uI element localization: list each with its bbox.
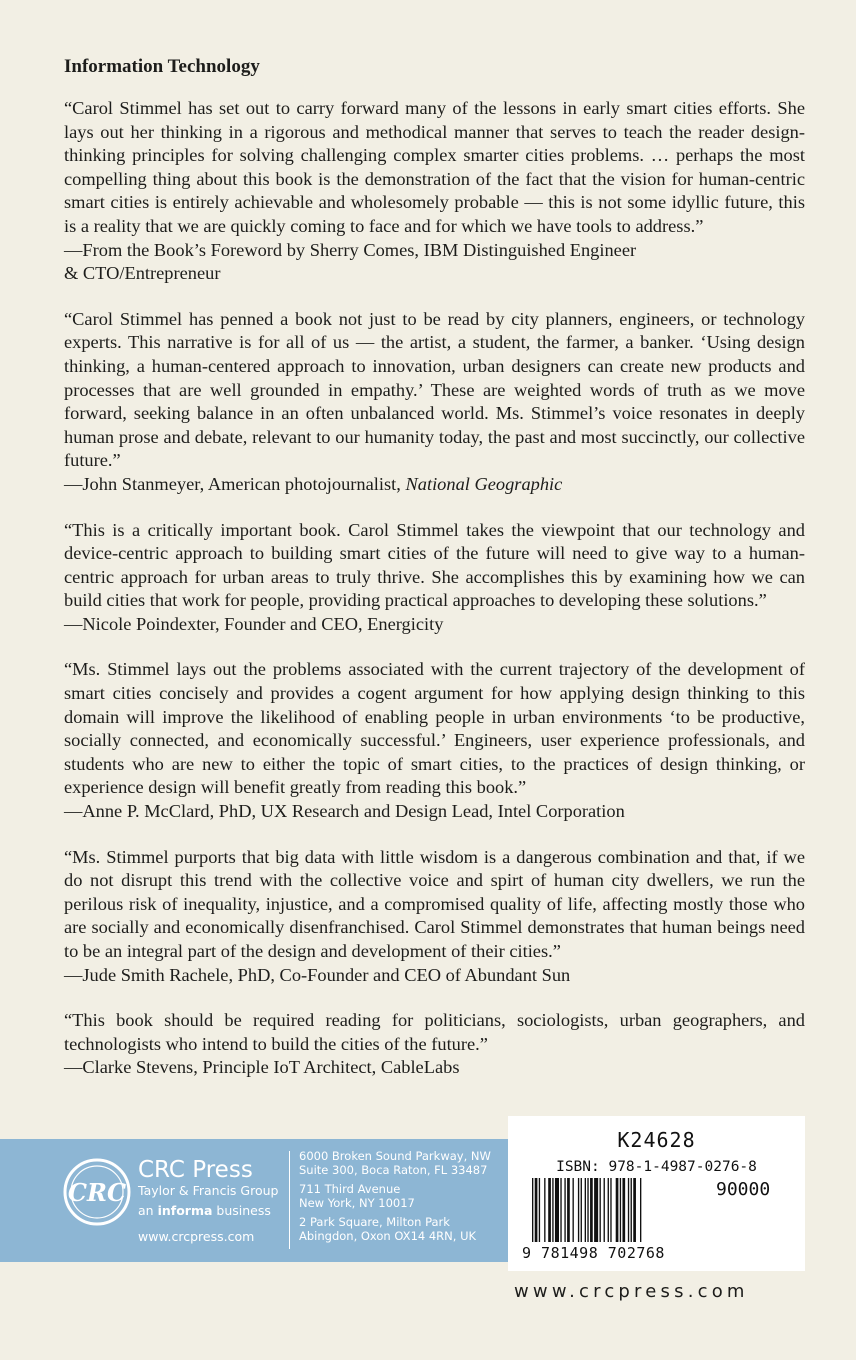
address-line: 2 Park Square, Milton Park <box>299 1215 450 1229</box>
tagline-prefix: an <box>138 1203 154 1218</box>
endorsement <box>64 308 805 497</box>
address-line: 711 Third Avenue <box>299 1182 401 1196</box>
publisher-brand <box>138 1157 278 1219</box>
endorsement-quote: “This is a critically important book. Carol Stimmel takes the viewpoint that our technology and device-centric approach to building smart cities of the future will need to give way to a human-centric approach for urban areas to truly thrive. She accomplishes this by examining how we can build cities that work for people, providing practical approaches to developing these solutions.” <box>64 519 805 611</box>
address-line: New York, NY 10017 <box>299 1195 415 1210</box>
endorsement-quote: “Ms. Stimmel purports that big data with little wisdom is a dangerous combination and that, if we do not disrupt this trend with the collective voice and spirt of human city dwellers, we run the perilous risk of inequality, injustice, and a compromised quality of life, affecting mostly those who are socially and economically disenfranchised. Carol Stimmel demonstrates that human beings need to be an integral part of the design and development of their cities.” <box>64 846 805 961</box>
publisher-name: CRC Press <box>138 1157 253 1183</box>
tagline-suffix: business <box>216 1203 271 1218</box>
barcode-panel <box>508 1116 805 1271</box>
address-line: Suite 300, Boca Raton, FL 33487 <box>299 1162 488 1177</box>
endorsement-quote: “Ms. Stimmel lays out the problems associated with the current trajectory of the development of smart cities concisely and provides a cogent argument for how applying design thinking to this domain will improve the likelihood of enabling people in urban environments ‘to be productive, socially connected, and economically successful.’ Engineers, user experience professionals, and students who are new to either the topic of smart cities, to the practices of design thinking, or experience design will benefit greatly from reading this book.” <box>64 659 805 798</box>
tagline-bold: informa <box>157 1203 213 1218</box>
catalog-number: K24628 <box>617 1128 696 1152</box>
endorsement-quote: “Carol Stimmel has penned a book not just to be read by city planners, engineers, or technology experts. This narrative is for all of us — the artist, a student, the farmer, a banker. ‘Using design thinking, a human-centered approach to innovation, urban designers can create new products and processes that are well grounded in empathy.’ These are weighted words of truth as we move forward, seeking balance in an often unbalanced world. Ms. Stimmel’s voice resonates in deeply human prose and debate, relevant to our humanity today, the past and most succinctly, our collective future.” <box>64 308 805 471</box>
endorsement-attribution <box>64 473 805 497</box>
footer-website-link[interactable]: www.crcpress.com <box>514 1281 749 1302</box>
crc-logo-icon <box>62 1157 132 1227</box>
logo-text: CRC <box>67 1178 127 1207</box>
endorsement <box>64 846 805 988</box>
barcode-icon <box>532 1178 712 1244</box>
section-heading: Information Technology <box>64 56 260 77</box>
endorsement-quote: “Carol Stimmel has set out to carry forward many of the lessons in early smart cities efforts. She lays out her thinking in a rigorous and methodical manner that serves to teach the reader design-thinking principles for solving challenging complex smarter cities problems. … perhaps the most compelling thing about this book is the demonstration of the fact that the vision for human-centric smart cities is entirely achievable and wholesomely probable — this is not some idyllic future, this is a reality that we are quickly coming to face and for which we have tools to address.” <box>64 98 805 236</box>
endorsement <box>64 519 805 637</box>
divider <box>289 1151 290 1249</box>
barcode-digits: 9 781498 702768 <box>522 1244 665 1262</box>
publication-name: National Geographic <box>405 473 563 494</box>
publisher-tagline <box>138 1203 278 1219</box>
address-line: 6000 Broken Sound Parkway, NW <box>299 1149 491 1163</box>
price-code: 90000 <box>716 1179 771 1200</box>
publisher-addresses <box>299 1150 491 1243</box>
address-line: Abingdon, Oxon OX14 4RN, UK <box>299 1228 477 1243</box>
publisher-group: Taylor & Francis Group <box>138 1183 279 1198</box>
endorsements <box>64 97 805 1102</box>
publisher-website-link[interactable]: www.crcpress.com <box>138 1229 255 1244</box>
endorsement-attribution-cont: & CTO/Entrepreneur <box>64 263 221 284</box>
endorsement-attribution: —Jude Smith Rachele, PhD, Co-Founder and CEO of Abundant Sun <box>64 964 571 985</box>
endorsement-attribution: —Nicole Poindexter, Founder and CEO, Energicity <box>64 613 444 634</box>
publisher-band <box>0 1139 508 1262</box>
endorsement-attribution: —From the Book’s Foreword by Sherry Comes, IBM Distinguished Engineer <box>64 239 637 260</box>
isbn-label: ISBN: 978-1-4987-0276-8 <box>556 1159 757 1175</box>
endorsement-quote: “This book should be required reading for politicians, sociologists, urban geographers, and technologists who intend to build the cities of the future.” <box>64 1010 805 1054</box>
endorsement-attribution: —Anne P. McClard, PhD, UX Research and Design Lead, Intel Corporation <box>64 801 625 822</box>
endorsement <box>64 658 805 823</box>
endorsement-attribution: —Clarke Stevens, Principle IoT Architect, CableLabs <box>64 1057 460 1078</box>
attribution-text: —John Stanmeyer, American photojournalist, <box>64 473 401 494</box>
endorsement <box>64 97 805 286</box>
endorsement <box>64 1009 805 1080</box>
